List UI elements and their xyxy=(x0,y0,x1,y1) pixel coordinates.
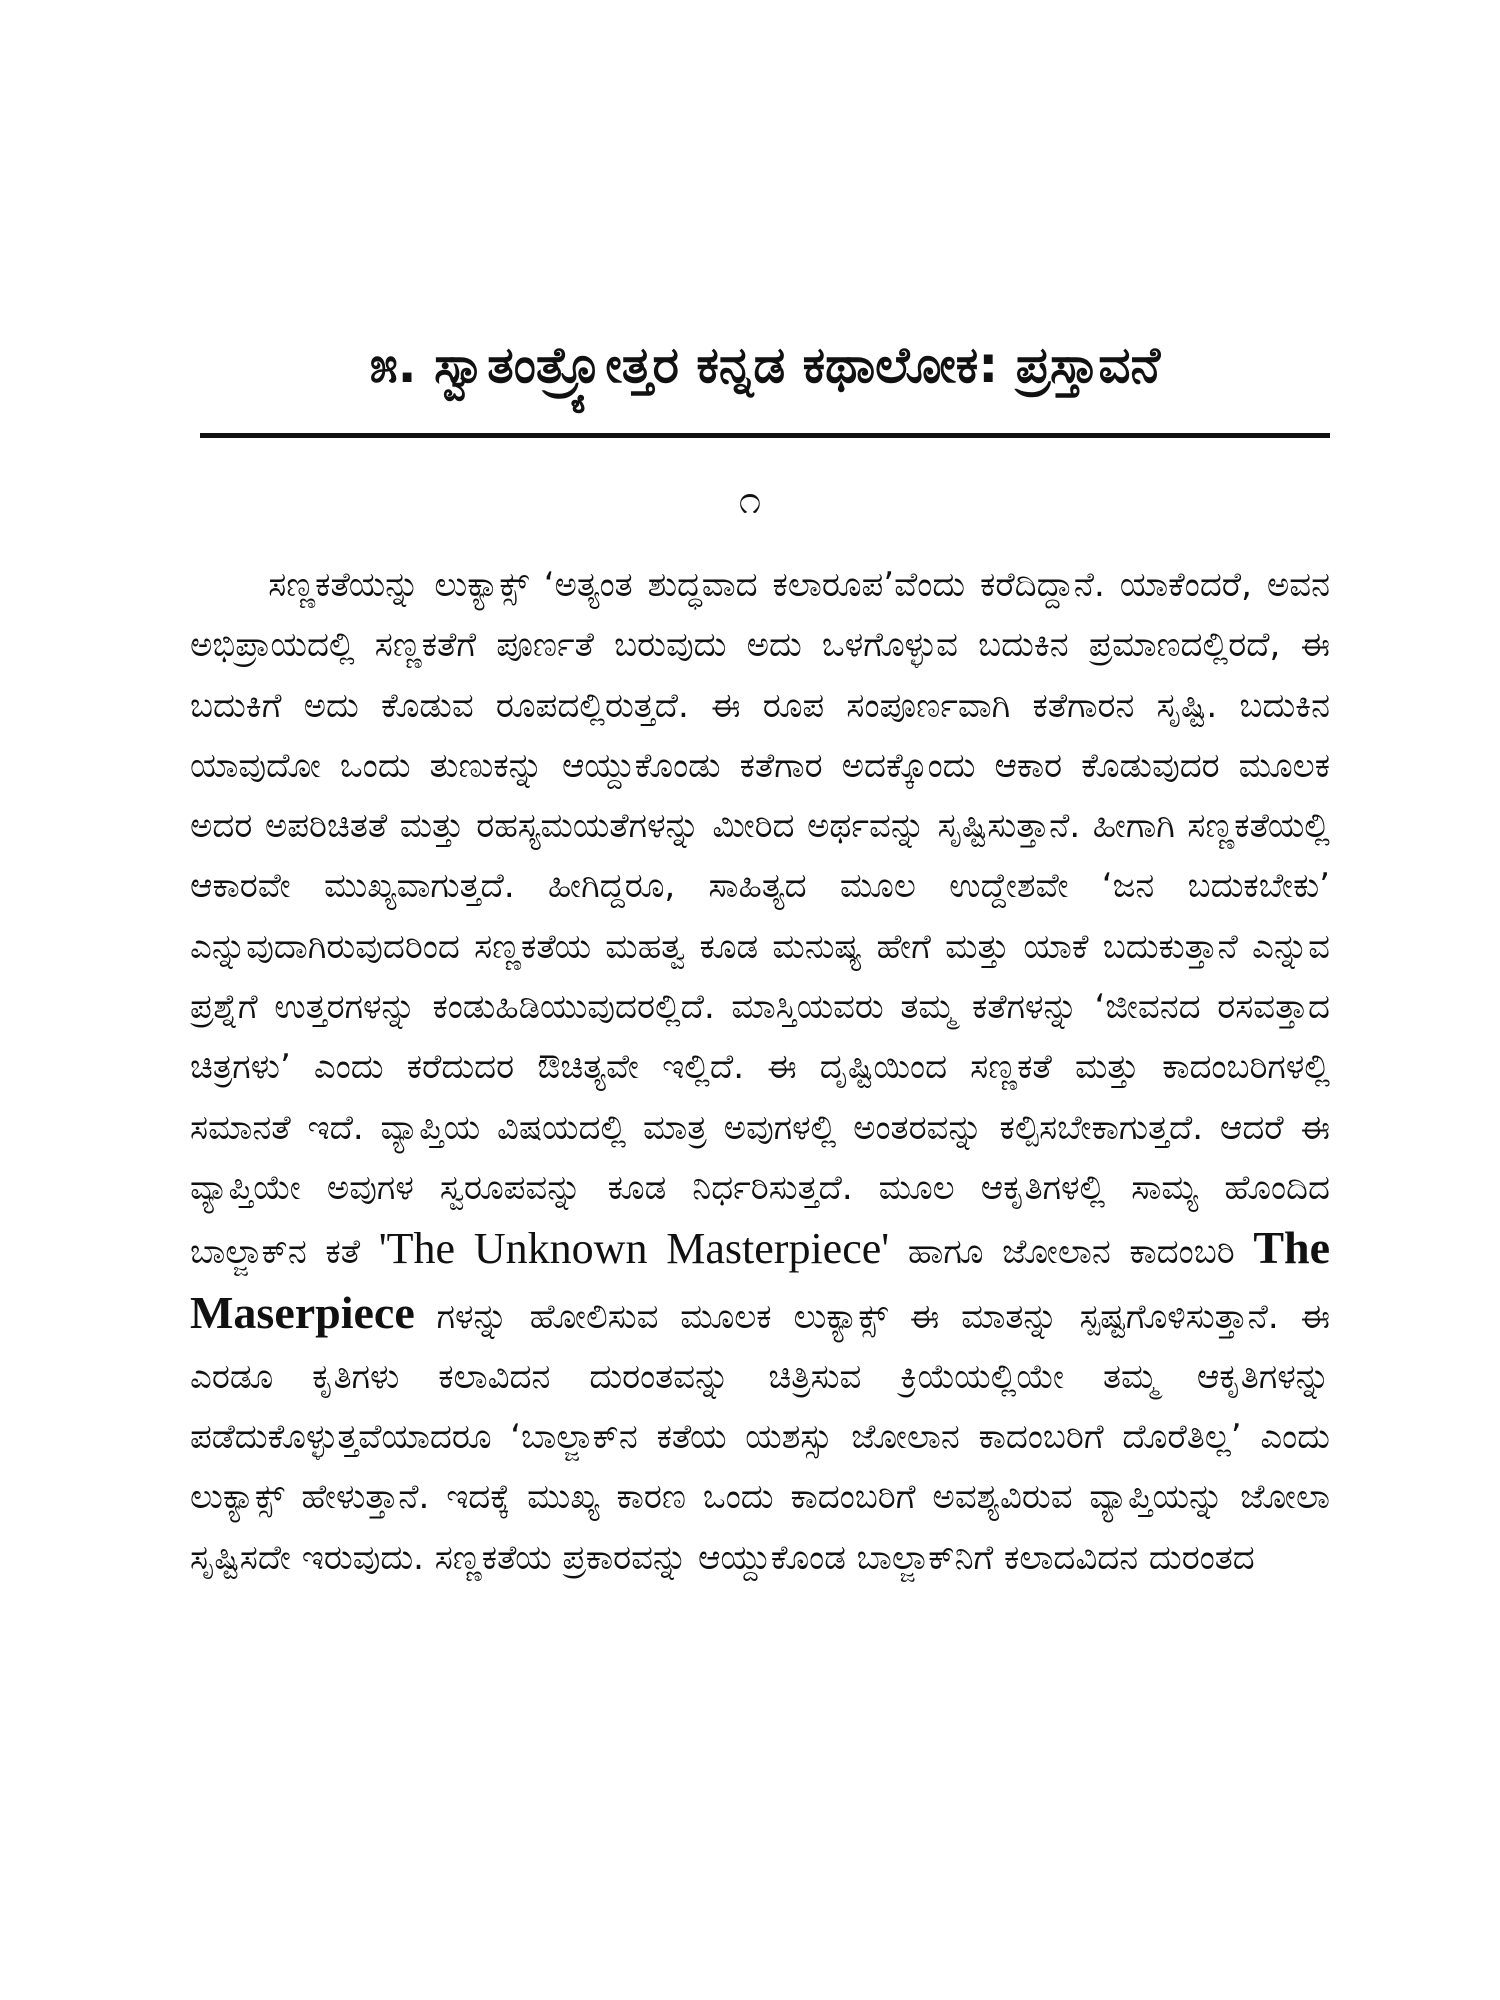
chapter-title: ೫. ಸ್ವಾತಂತ್ರ್ಯೋತ್ತರ ಕನ್ನಡ ಕಥಾಲೋಕ: ಪ್ರಸ್ತಾವನೆ xyxy=(369,336,1161,394)
english-work-title-maserpiece: The Maserpiece xyxy=(190,1222,1331,1338)
title-underline-rule xyxy=(200,433,1330,438)
paragraph-text-part-1: ಸಣ್ಣಕತೆಯನ್ನು ಲುಕ್ಯಾಕ್ಸ್ ‘ಅತ್ಯಂತ ಶುದ್ಧವಾದ ಕಲಾರೂಪ’ವೆಂದು ಕರೆದಿದ್ದಾನೆ. ಯಾಕೆಂದರೆ, ಅವನ ಅಭಿಪ್ರಾಯದಲ್ಲಿ ಸಣ್ಣಕತೆಗೆ ಪೂರ್ಣತೆ ಬರುವುದು ಅದು ಒಳಗೊಳ್ಳುವ ಬದುಕಿನ ಪ್ರಮಾಣದಲ್ಲಿರದೆ, ಈ ಬದುಕಿಗೆ ಅದು ಕೊಡುವ ರೂಪದಲ್ಲಿರುತ್ತದೆ. ಈ ರೂಪ ಸಂಪೂರ್ಣವಾಗಿ ಕತೆಗಾರನ ಸೃಷ್ಟಿ. ಬದುಕಿನ ಯಾವುದೋ ಒಂದು ತುಣುಕನ್ನು ಆಯ್ದುಕೊಂಡು ಕತೆಗಾರ ಅದಕ್ಕೊಂದು ಆಕಾರ ಕೊಡುವುದರ ಮೂಲಕ ಅದರ ಅಪರಿಚಿತತೆ ಮತ್ತು ರಹಸ್ಯಮಯತೆಗಳನ್ನು ಮೀರಿದ ಅರ್ಥವನ್ನು ಸೃಷ್ಟಿಸುತ್ತಾನೆ. ಹೀಗಾಗಿ ಸಣ್ಣಕತೆಯಲ್ಲಿ ಆಕಾರವೇ ಮುಖ್ಯವಾಗುತ್ತದೆ. ಹೀಗಿದ್ದರೂ, ಸಾಹಿತ್ಯದ ಮೂಲ ಉದ್ದೇಶವೇ ‘ಜನ ಬದುಕಬೇಕು’ ಎನ್ನುವುದಾಗಿರುವುದರಿಂದ ಸಣ್ಣಕತೆಯ ಮಹತ್ವ ಕೂಡ ಮನುಷ್ಯ ಹೇಗೆ ಮತ್ತು ಯಾಕೆ ಬದುಕುತ್ತಾನೆ ಎನ್ನುವ ಪ್ರಶ್ನೆಗೆ ಉತ್ತರಗಳನ್ನು ಕಂಡುಹಿಡಿಯುವುದರಲ್ಲಿದೆ. ಮಾಸ್ತಿಯವರು ತಮ್ಮ ಕತೆಗಳನ್ನು ‘ಜೀವನದ ರಸವತ್ತಾದ ಚಿತ್ರಗಳು’ ಎಂದು ಕರೆದುದರ ಔಚಿತ್ಯವೇ ಇಲ್ಲಿದೆ. ಈ ದೃಷ್ಟಿಯಿಂದ ಸಣ್ಣಕತೆ ಮತ್ತು ಕಾದಂಬರಿಗಳಲ್ಲಿ ಸಮಾನತೆ ಇದೆ. ವ್ಯಾಪ್ತಿಯ ವಿಷಯದಲ್ಲಿ ಮಾತ್ರ ಅವುಗಳಲ್ಲಿ ಅಂತರವನ್ನು ಕಲ್ಪಿಸಬೇಕಾಗುತ್ತದೆ. ಆದರೆ ಈ ವ್ಯಾಪ್ತಿಯೇ ಅವುಗಳ ಸ್ವರೂಪವನ್ನು ಕೂಡ ನಿರ್ಧರಿಸುತ್ತದೆ. ಮೂಲ ಆಕೃತಿಗಳಲ್ಲಿ ಸಾಮ್ಯ ಹೊಂದಿದ ಬಾಲ್ಜಾಕ್‌ನ ಕತೆ xyxy=(190,565,1330,1273)
english-work-title-unknown-masterpiece: 'The Unknown Masterpiece' xyxy=(378,1224,890,1274)
paragraph-text-part-2: ಹಾಗೂ ಜೋಲಾನ ಕಾದಂಬರಿ xyxy=(907,1232,1235,1273)
paragraph-text-part-3: ಗಳನ್ನು ಹೋಲಿಸುವ ಮೂಲಕ ಲುಕ್ಯಾಕ್ಸ್ ಈ ಮಾತನ್ನು ಸ್ಪಷ್ಟಗೊಳಿಸುತ್ತಾನೆ. ಈ ಎರಡೂ ಕೃತಿಗಳು ಕಲಾವಿದನ ದುರಂತವನ್ನು ಚಿತ್ರಿಸುವ ಕ್ರಿಯೆಯಲ್ಲಿಯೇ ತಮ್ಮ ಆಕೃತಿಗಳನ್ನು ಪಡೆದುಕೊಳ್ಳುತ್ತವೆಯಾದರೂ ‘ಬಾಲ್ಜಾಕ್‌ನ ಕತೆಯ ಯಶಸ್ಸು ಜೋಲಾನ ಕಾದಂಬರಿಗೆ ದೊರೆತಿಲ್ಲ’ ಎಂದು ಲುಕ್ಯಾಕ್ಸ್ ಹೇಳುತ್ತಾನೆ. ಇದಕ್ಕೆ ಮುಖ್ಯ ಕಾರಣ ಒಂದು ಕಾದಂಬರಿಗೆ ಅವಶ್ಯವಿರುವ ವ್ಯಾಪ್ತಿಯನ್ನು ಜೋಲಾ ಸೃಷ್ಟಿಸದೇ ಇರುವುದು. ಸಣ್ಣಕತೆಯ ಪ್ರಕಾರವನ್ನು ಆಯ್ದುಕೊಂಡ ಬಾಲ್ಜಾಕ್‌ನಿಗೆ ಕಲಾದವಿದನ ದುರಂತದ xyxy=(190,1296,1330,1578)
section-number: ೧ xyxy=(738,477,762,523)
body-paragraph xyxy=(190,555,1330,1588)
